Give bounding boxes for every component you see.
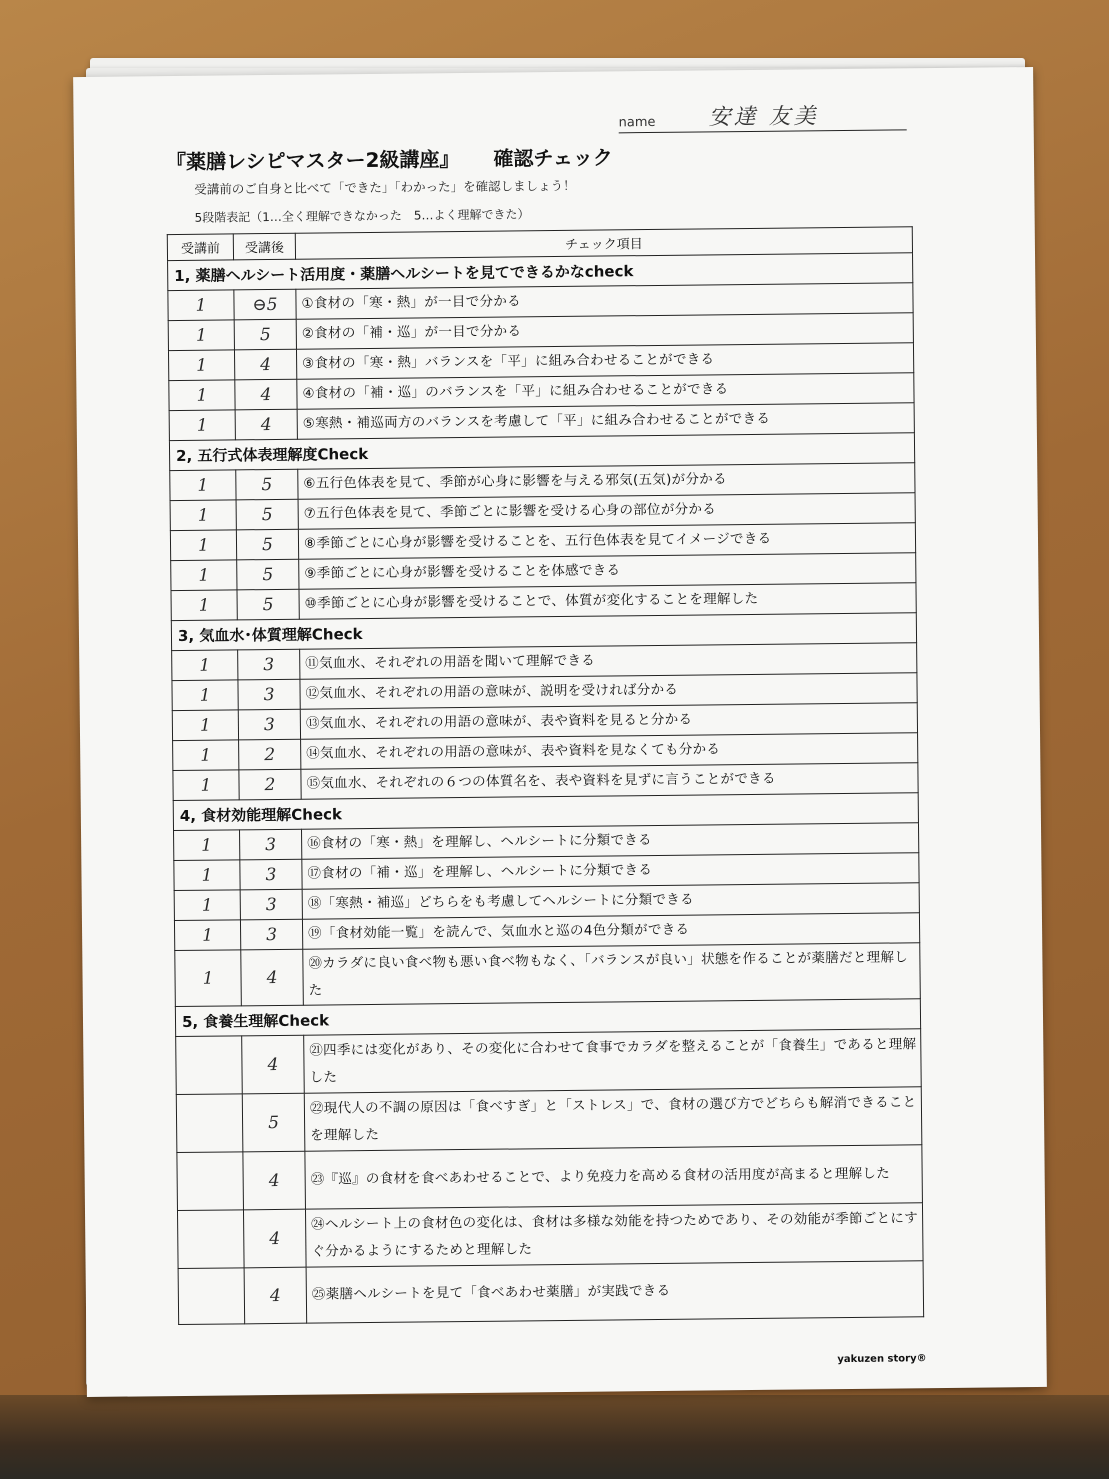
- table-row: 4 ㉑四季には変化があり、その変化に合わせて食事でカラダを整えることが「食養生」であると理解した: [176, 1029, 922, 1095]
- name-label: name: [618, 114, 656, 131]
- table-row: 1 3 ⑲「食材効能一覧」を読んで、気血水と巡の4色分類ができる: [174, 913, 919, 951]
- table-row: 1 5 ⑥五行色体表を見て、季節が心身に影響を与える邪気(五気)が分かる: [170, 463, 915, 501]
- col-before-header: 受講前: [167, 234, 233, 261]
- section-header: 3, 気血水･体質理解Check: [171, 613, 916, 651]
- checklist-sheet: [73, 67, 1047, 1397]
- table-row: 1 4 ④食材の「補・巡」のバランスを「平」に組み合わせることができる: [169, 373, 914, 411]
- col-item-header: チェック項目: [295, 227, 912, 259]
- table-row: 1 5 ⑨季節ごとに心身が影響を受けることを体感できる: [171, 553, 916, 591]
- check-table: [167, 226, 924, 1325]
- table-row: 1 5 ⑦五行色体表を見て、季節ごとに影響を受ける心身の部位が分かる: [170, 493, 915, 531]
- table-row: 5 ㉒現代人の不調の原因は「食べすぎ」と「ストレス」で、食材の選び方でどちらも解消できることを理解した: [176, 1087, 922, 1153]
- scale-note: 5段階表記（1…全く理解できなかった 5…よく理解できた）: [194, 207, 530, 225]
- table-row: 1 3 ⑫気血水、それぞれの用語の意味が、説明を受ければ分かる: [172, 673, 917, 711]
- table-row: 1 5 ②食材の「補・巡」が一目で分かる: [168, 313, 913, 351]
- brand-mark: yakuzen story®: [837, 1353, 927, 1366]
- section-header: 5, 食養生理解Check: [175, 999, 920, 1037]
- table-row: 1 5 ⑩季節ごとに心身が影響を受けることで、体質が変化することを理解した: [171, 583, 916, 621]
- table-row: 1 5 ⑧季節ごとに心身が影響を受けることを、五行色体表を見てイメージできる: [170, 523, 915, 561]
- table-row: 1 2 ⑭気血水、それぞれの用語の意味が、表や資料を見なくても分かる: [173, 733, 918, 771]
- instructions: 受講前のご自身と比べて「できた」「わかった」を確認しましょう！: [194, 177, 576, 197]
- table-row: 4 ㉕薬膳ヘルシートを見て「食べあわせ薬膳」が実践できる: [178, 1261, 924, 1325]
- col-after-header: 受講後: [233, 233, 295, 260]
- handwritten-name: 安達 友美: [708, 104, 819, 131]
- table-row: 1 3 ⑯食材の「寒・熱」を理解し、ヘルシートに分類できる: [174, 823, 919, 861]
- name-field: [618, 100, 906, 133]
- page-title: 『薬膳レシピマスター2級講座』 確認チェック: [165, 145, 613, 175]
- table-row: 1 ⊖5 ①食材の「寒・熱」が一目で分かる: [168, 283, 913, 321]
- section-header: 1, 薬膳ヘルシート活用度・薬膳ヘルシートを見てできるかなcheck: [168, 253, 913, 291]
- section-header: 4, 食材効能理解Check: [173, 793, 918, 831]
- section-header: 2, 五行式体表理解度Check: [169, 433, 914, 471]
- table-row: 1 2 ⑮気血水、それぞれの６つの体質名を、表や資料を見ずに言うことができる: [173, 763, 918, 801]
- table-row: 1 3 ⑪気血水、それぞれの用語を聞いて理解できる: [172, 643, 917, 681]
- table-row: 1 3 ⑱「寒熱・補巡」どちらをも考慮してヘルシートに分類できる: [174, 883, 919, 921]
- table-row: 4 ㉔ヘルシート上の食材色の変化は、食材は多様な効能を持つためであり、その効能が季節ごとにすぐ分かるようにするためと理解した: [177, 1203, 923, 1269]
- background-floor: [0, 1395, 1109, 1479]
- table-row: 1 4 ③食材の「寒・熱」バランスを「平」に組み合わせることができる: [168, 343, 913, 381]
- table-row: 1 3 ⑰食材の「補・巡」を理解し、ヘルシートに分類できる: [174, 853, 919, 891]
- table-row: 4 ㉓『巡』の食材を食べあわせることで、より免疫力を高める食材の活用度が高まると理解した: [177, 1145, 923, 1211]
- table-row: 1 3 ⑬気血水、それぞれの用語の意味が、表や資料を見ると分かる: [172, 703, 917, 741]
- table-row: 1 4 ⑳カラダに良い食べ物も悪い食べ物もなく、「バランスが良い」状態を作ることが薬膳だと理解した: [175, 943, 921, 1007]
- table-row: 1 4 ⑤寒熱・補巡両方のバランスを考慮して「平」に組み合わせることができる: [169, 403, 914, 441]
